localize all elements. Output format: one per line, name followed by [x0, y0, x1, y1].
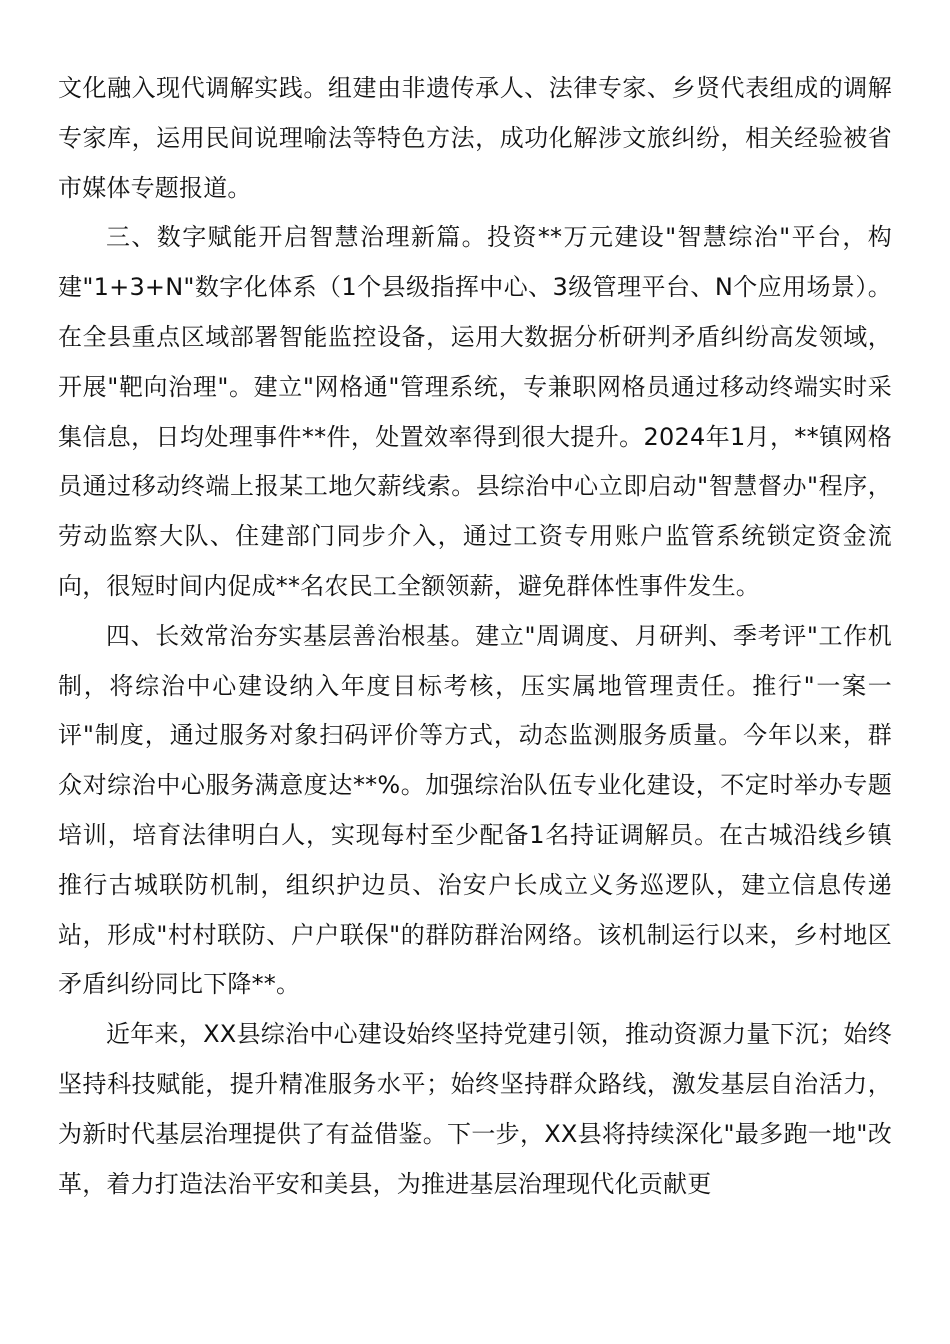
- paragraph-section-four: 四、长效常治夯实基层善治根基。建立"周调度、月研判、季考评"工作机制，将综治中心建设纳入年度目标考核，压实属地管理责任。推行"一案一评"制度，通过服务对象扫码评价等方式，动态监测服务质量。今年以来，群众对综治中心服务满意度达**%。加强综治队伍专业化建设，不定时举办专题培训，培育法律明白人，实现每村至少配备1名持证调解员。在古城沿线乡镇推行古城联防机制，组织护边员、治安户长成立义务巡逻队，建立信息传递站，形成"村村联防、户户联保"的群防群治网络。该机制运行以来，乡村地区矛盾纠纷同比下降**。: [58, 621, 892, 999]
- document-body: [58, 64, 892, 1209]
- paragraph-section-three: 三、数字赋能开启智慧治理新篇。投资**万元建设"智慧综治"平台，构建"1+3+N"数字化体系（1个县级指挥中心、3级管理平台、N个应用场景）。在全县重点区域部署智能监控设备，运用大数据分析研判矛盾纠纷高发领域，开展"靶向治理"。建立"网格通"管理系统，专兼职网格员通过移动终端实时采集信息，日均处理事件**件，处置效率得到很大提升。2024年1月，**镇网格员通过移动终端上报某工地欠薪线索。县综治中心立即启动"智慧督办"程序，劳动监察大队、住建部门同步介入，通过工资专用账户监管系统锁定资金流向，很短时间内促成**名农民工全额领薪，避免群体性事件发生。: [58, 223, 892, 600]
- paragraph-conclusion: 近年来，XX县综治中心建设始终坚持党建引领，推动资源力量下沉；始终坚持科技赋能，提升精准服务水平；始终坚持群众路线，激发基层自治活力，为新时代基层治理提供了有益借鉴。下一步，XX县将持续深化"最多跑一地"改革，着力打造法治平安和美县，为推进基层治理现代化贡献更: [58, 1020, 892, 1198]
- paragraph-continuation: 文化融入现代调解实践。组建由非遗传承人、法律专家、乡贤代表组成的调解专家库，运用民间说理喻法等特色方法，成功化解涉文旅纠纷，相关经验被省市媒体专题报道。: [58, 74, 892, 202]
